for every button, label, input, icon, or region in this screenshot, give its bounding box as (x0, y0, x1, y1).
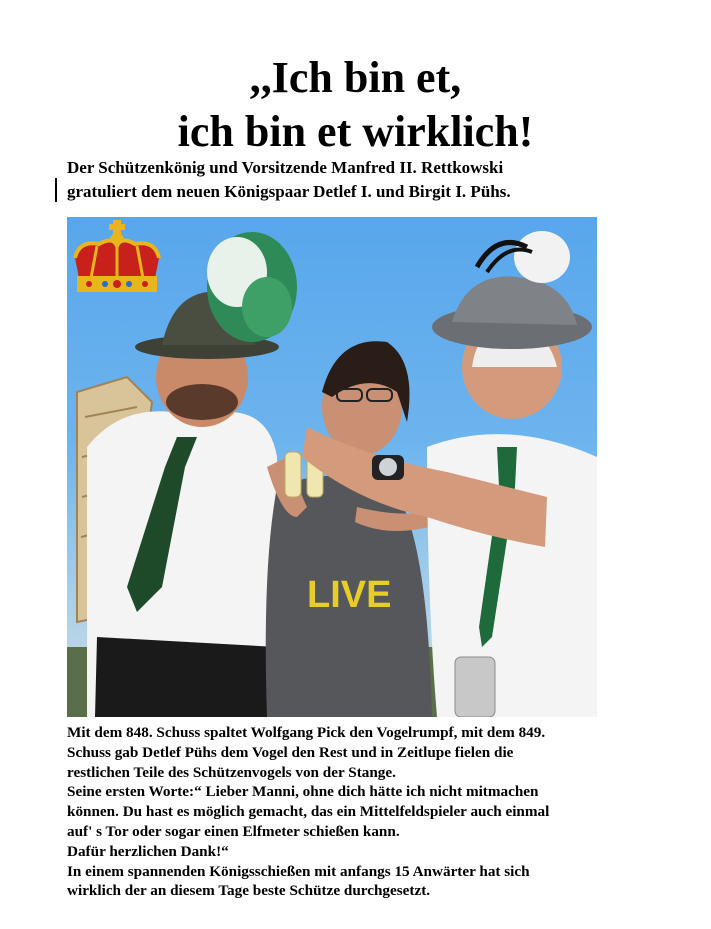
body-line: können. Du hast es möglich gemacht, das ein Mittelfeldspieler auch einmal (67, 803, 550, 821)
body-line: Mit dem 848. Schuss spaltet Wolfgang Pick den Vogelrumpf, mit dem 849. (67, 724, 546, 741)
headline-line-1: ,,Ich bin et, (249, 53, 462, 102)
shirt-print: LIVE (307, 574, 392, 616)
body-line: auf' s Tor oder sogar einen Elfmeter schießen kann. (67, 822, 400, 840)
headline-line-2: ich bin et wirklich! (177, 107, 534, 156)
body-line: Dafür herzlichen Dank!“ (67, 842, 229, 860)
body-line: Seine ersten Worte:“ Lieber Manni, ohne dich hätte ich nicht mitmachen (67, 783, 539, 801)
hat-feather-right (477, 231, 570, 283)
text-cursor (55, 178, 57, 202)
hat-plume-left (207, 232, 297, 342)
body-line: wirklich der an diesem Tage beste Schütze durchgesetzt. (67, 882, 431, 900)
body-line: Schuss gab Detlef Pühs dem Vogel den Rest und in Zeitlupe fielen die (67, 743, 514, 761)
article-body (67, 723, 647, 901)
body-line: restlichen Teile des Schützenvogels von der Stange. (67, 763, 396, 781)
body-line: In einem spannenden Königsschießen mit anfangs 15 Anwärter hat sich (67, 862, 530, 880)
crown-icon (69, 218, 165, 296)
lead-line-2: gratuliert dem neuen Königspaar Detlef I. und Birgit I. Pühs. (67, 182, 511, 201)
lead-line-1: Der Schützenkönig und Vorsitzende Manfred II. Rettkowski (67, 158, 504, 177)
